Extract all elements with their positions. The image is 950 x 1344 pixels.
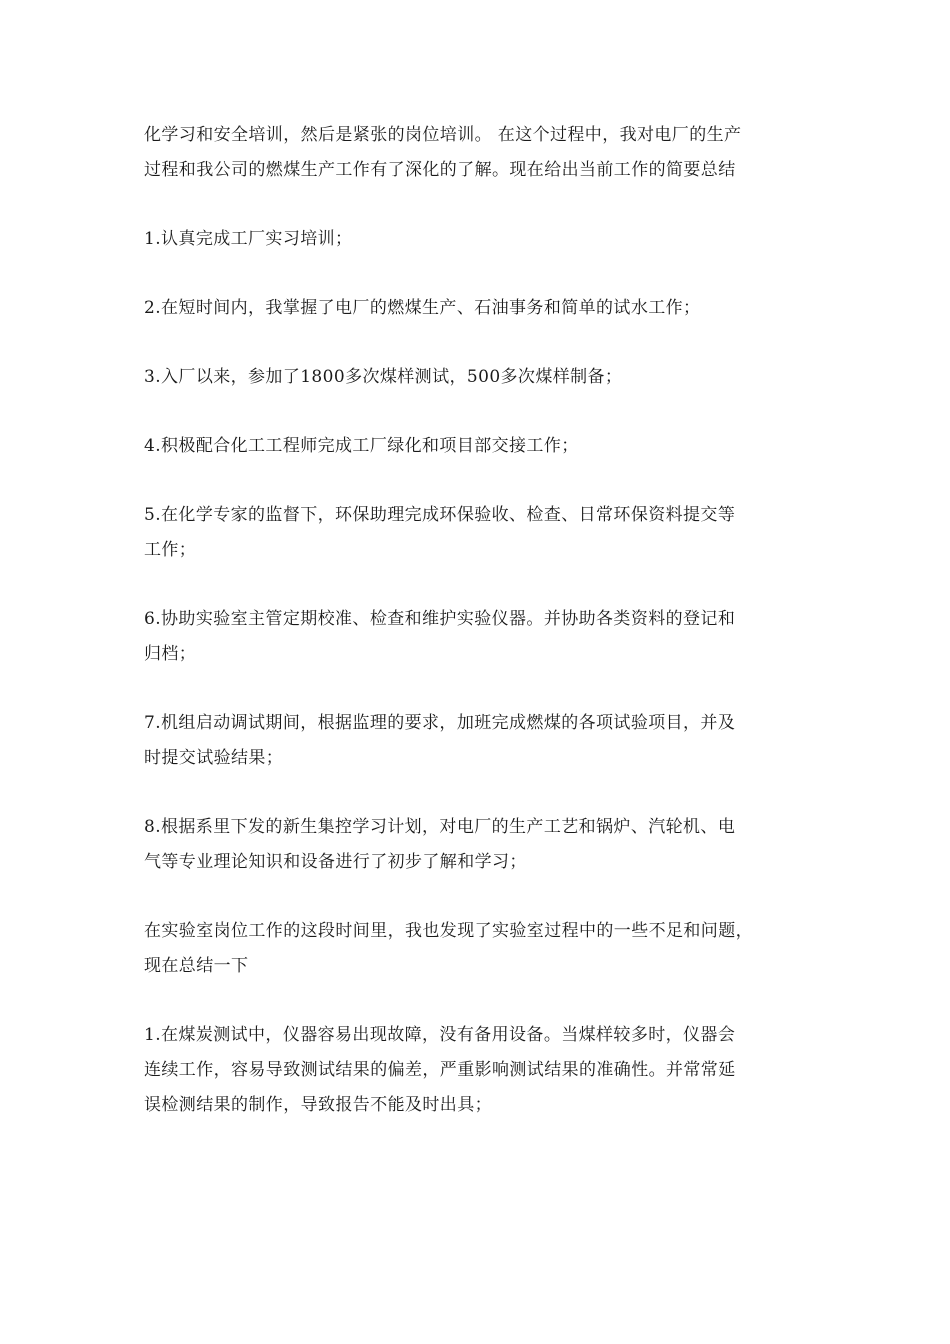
text-line: 误检测结果的制作，导致报告不能及时出具； — [144, 1095, 492, 1115]
list-item-2 — [144, 291, 808, 326]
list-item-3 — [144, 360, 808, 395]
list-item-4 — [144, 429, 808, 464]
text-line: 工作； — [144, 540, 197, 560]
text-line: 现在总结一下 — [144, 956, 249, 976]
intro-paragraph — [144, 118, 808, 188]
text-line: 1.在煤炭测试中，仪器容易出现故障，没有备用设备。当煤样较多时，仪器会 — [144, 1025, 736, 1045]
text-line: 化学习和安全培训，然后是紧张的岗位培训。 在这个过程中，我对电厂的生产 — [144, 125, 742, 145]
list-item-5 — [144, 498, 808, 568]
list-item-6 — [144, 602, 808, 672]
text-line: 连续工作，容易导致测试结果的偏差，严重影响测试结果的准确性。并常常延 — [144, 1060, 736, 1080]
list-item-1 — [144, 222, 808, 257]
document-body — [144, 118, 808, 1157]
text-line: 3.入厂以来，参加了1800多次煤样测试，500多次煤样制备； — [144, 367, 623, 387]
problem-item-1 — [144, 1018, 808, 1123]
text-line: 时提交试验结果； — [144, 748, 284, 768]
text-line: 7.机组启动调试期间，根据监理的要求，加班完成燃煤的各项试验项目，并及 — [144, 713, 736, 733]
text-line: 气等专业理论知识和设备进行了初步了解和学习； — [144, 852, 527, 872]
text-line: 1.认真完成工厂实习培训； — [144, 229, 353, 249]
text-line: 归档； — [144, 644, 197, 664]
list-item-8 — [144, 810, 808, 880]
text-line: 4.积极配合化工工程师完成工厂绿化和项目部交接工作； — [144, 436, 579, 456]
text-line: 6.协助实验室主管定期校准、检查和维护实验仪器。并协助各类资料的登记和 — [144, 609, 736, 629]
text-line: 8.根据系里下发的新生集控学习计划，对电厂的生产工艺和锅炉、汽轮机、电 — [144, 817, 736, 837]
text-line: 5.在化学专家的监督下，环保助理完成环保验收、检查、日常环保资料提交等 — [144, 505, 736, 525]
text-line: 在实验室岗位工作的这段时间里，我也发现了实验室过程中的一些不足和问题， — [144, 921, 753, 941]
text-line: 2.在短时间内，我掌握了电厂的燃煤生产、石油事务和简单的试水工作； — [144, 298, 701, 318]
problems-intro-paragraph — [144, 914, 808, 984]
list-item-7 — [144, 706, 808, 776]
text-line: 过程和我公司的燃煤生产工作有了深化的了解。现在给出当前工作的简要总结 — [144, 160, 736, 180]
